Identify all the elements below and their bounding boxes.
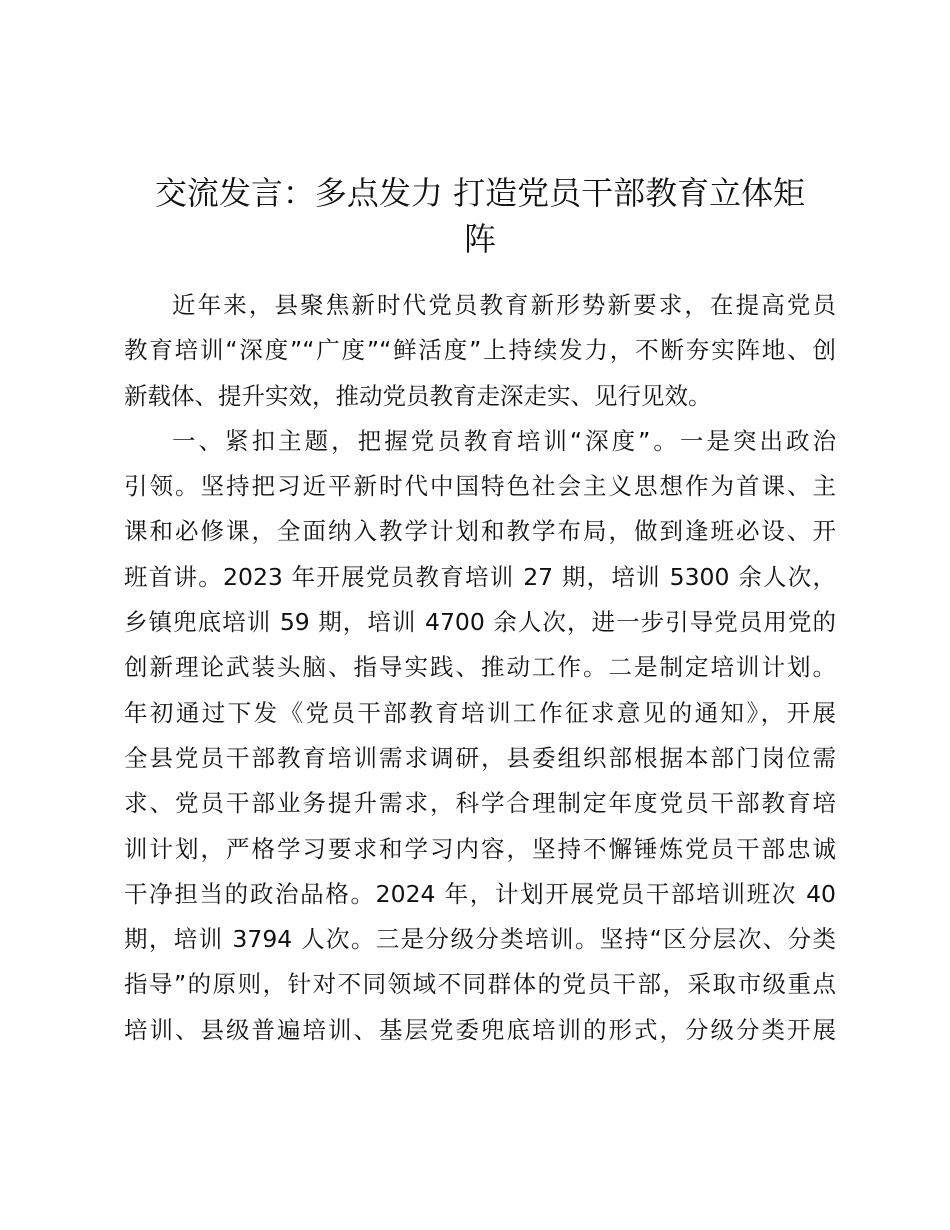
body-line: 近年来，县聚焦新时代党员教育新形势新要求，在提高党员 — [172, 291, 836, 319]
body-line: 年初通过下发《党员干部教育培训工作征求意见的通知》，开展 — [124, 698, 836, 727]
body-line: 一、紧扣主题，把握党员教育培训“深度”。一是突出政治 — [172, 426, 836, 455]
document-body — [124, 283, 836, 1053]
body-line: 培训、县级普遍培训、基层党委兜底培训的形式，分级分类开展 — [124, 1015, 836, 1044]
title-line-2: 阵 — [463, 220, 496, 258]
body-line: 期，培训 3794 人次。三是分级分类培训。坚持“区分层次、分类 — [124, 925, 836, 954]
body-line: 新载体、提升实效，推动党员教育走深走实、见行见效。 — [124, 381, 712, 410]
document-title — [120, 170, 840, 262]
body-line: 引领。坚持把习近平新时代中国特色社会主义思想作为首课、主 — [124, 472, 836, 501]
body-line: 班首讲。2023 年开展党员教育培训 27 期，培训 5300 余人次， — [124, 562, 836, 591]
body-line: 教育培训“深度”“广度”“鲜活度”上持续发力，不断夯实阵地、创 — [124, 336, 836, 365]
body-line: 创新理论武装头脑、指导实践、推动工作。二是制定培训计划。 — [124, 653, 836, 682]
body-line: 课和必修课，全面纳入教学计划和教学布局，做到逢班必设、开 — [124, 517, 836, 546]
body-line: 干净担当的政治品格。2024 年，计划开展党员干部培训班次 40 — [124, 879, 836, 908]
body-line: 训计划，严格学习要求和学习内容，坚持不懈锤炼党员干部忠诚 — [124, 834, 836, 863]
title-line-1: 交流发言：多点发力 打造党员干部教育立体矩 — [154, 174, 806, 212]
body-line: 求、党员干部业务提升需求，科学合理制定年度党员干部教育培 — [124, 789, 836, 818]
body-line: 乡镇兜底培训 59 期，培训 4700 余人次，进一步引导党员用党的 — [124, 608, 836, 637]
body-line: 指导”的原则，针对不同领域不同群体的党员干部，采取市级重点 — [124, 970, 836, 999]
body-line: 全县党员干部教育培训需求调研，县委组织部根据本部门岗位需 — [124, 743, 836, 772]
